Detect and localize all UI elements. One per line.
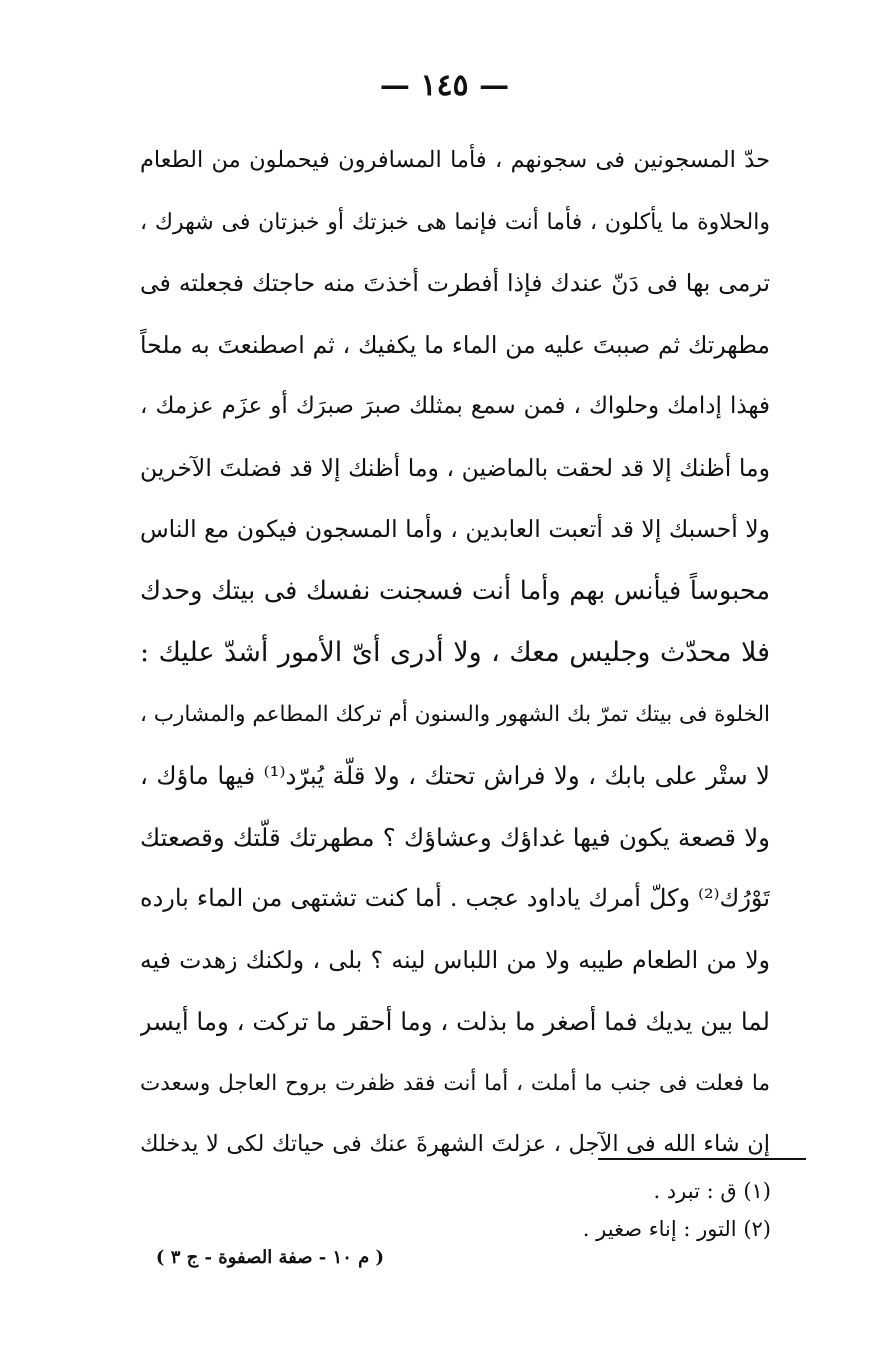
page-number: — ١٤٥ — bbox=[379, 68, 510, 103]
text-line: تَوْرُك⁽²⁾ وكلّ أمرك ياداود عجب . أما كنت تشتهى من الماء بارده bbox=[140, 884, 770, 912]
text-line: مطهرتك ثم صببتَ عليه من الماء ما يكفيك ، ثم اصطنعتَ به ملحاً bbox=[140, 330, 770, 359]
text-line: حدّ المسجونين فى سجونهم ، فأما المسافرون فيحملون من الطعام bbox=[140, 147, 770, 173]
text-line: الخلوة فى بيتك تمرّ بك الشهور والسنون أم تركك المطاعم والمشارب ، bbox=[140, 701, 770, 727]
footnote-1: (١) ق : تبرد . bbox=[653, 1179, 771, 1203]
text-line: وما أظنك إلا قد لحقت بالماضين ، وما أظنك إلا قد فضلتَ الآخرين bbox=[140, 453, 770, 482]
footnotes bbox=[471, 1172, 771, 1248]
text-line: ولا قصعة يكون فيها غداؤك وعشاؤك ؟ مطهرتك قلّتك وقصعتك bbox=[140, 822, 770, 852]
body-text bbox=[140, 130, 770, 1176]
text-line: والحلاوة ما يأكلون ، فأما أنت فإنما هى خبزتك أو خبزتان فى شهرك ، bbox=[140, 209, 770, 235]
text-line: فلا محدّث وجليس معك ، ولا أدرى أىّ الأمور أشدّ عليك : bbox=[140, 637, 770, 668]
text-line: لا ستْر على بابك ، ولا فراش تحتك ، ولا قلّة يُبرّد⁽¹⁾ فيها ماؤك ، bbox=[140, 761, 770, 790]
text-line: ما فعلت فى جنب ما أملت ، أما أنت فقد ظفرت بروح العاجل وسعدت bbox=[140, 1070, 770, 1096]
footnote-2: (٢) التور : إناء صغير . bbox=[582, 1217, 771, 1241]
text-line: ولا من الطعام طيبه ولا من اللباس لينه ؟ بلى ، ولكنك زهدت فيه bbox=[140, 945, 770, 974]
signature-mark: ( م ١٠ - صفة الصفوة - ج ٣ ) bbox=[155, 1247, 385, 1268]
footnote-separator bbox=[598, 1158, 806, 1160]
text-line: إن شاء الله فى الآجل ، عزلتَ الشهرةَ عنك فى حياتك لكى لا يدخلك bbox=[140, 1131, 770, 1157]
text-line: لما بين يديك فما أصغر ما بذلت ، وما أحقر ما تركت ، وما أيسر bbox=[140, 1007, 770, 1036]
text-line: ولا أحسبك إلا قد أتعبت العابدين ، وأما المسجون فيكون مع الناس bbox=[140, 515, 770, 543]
text-line: ترمى بها فى دَنّ عندك فإذا أفطرت أخذتَ منه حاجتك فجعلته فى bbox=[140, 269, 770, 297]
text-line: محبوساً فيأنس بهم وأما أنت فسجنت نفسك فى بيتك وحدك bbox=[140, 575, 770, 606]
text-line: فهذا إدامك وحلواك ، فمن سمع بمثلك صبرَ صبرَك أو عزَم عزمك ، bbox=[140, 393, 770, 419]
